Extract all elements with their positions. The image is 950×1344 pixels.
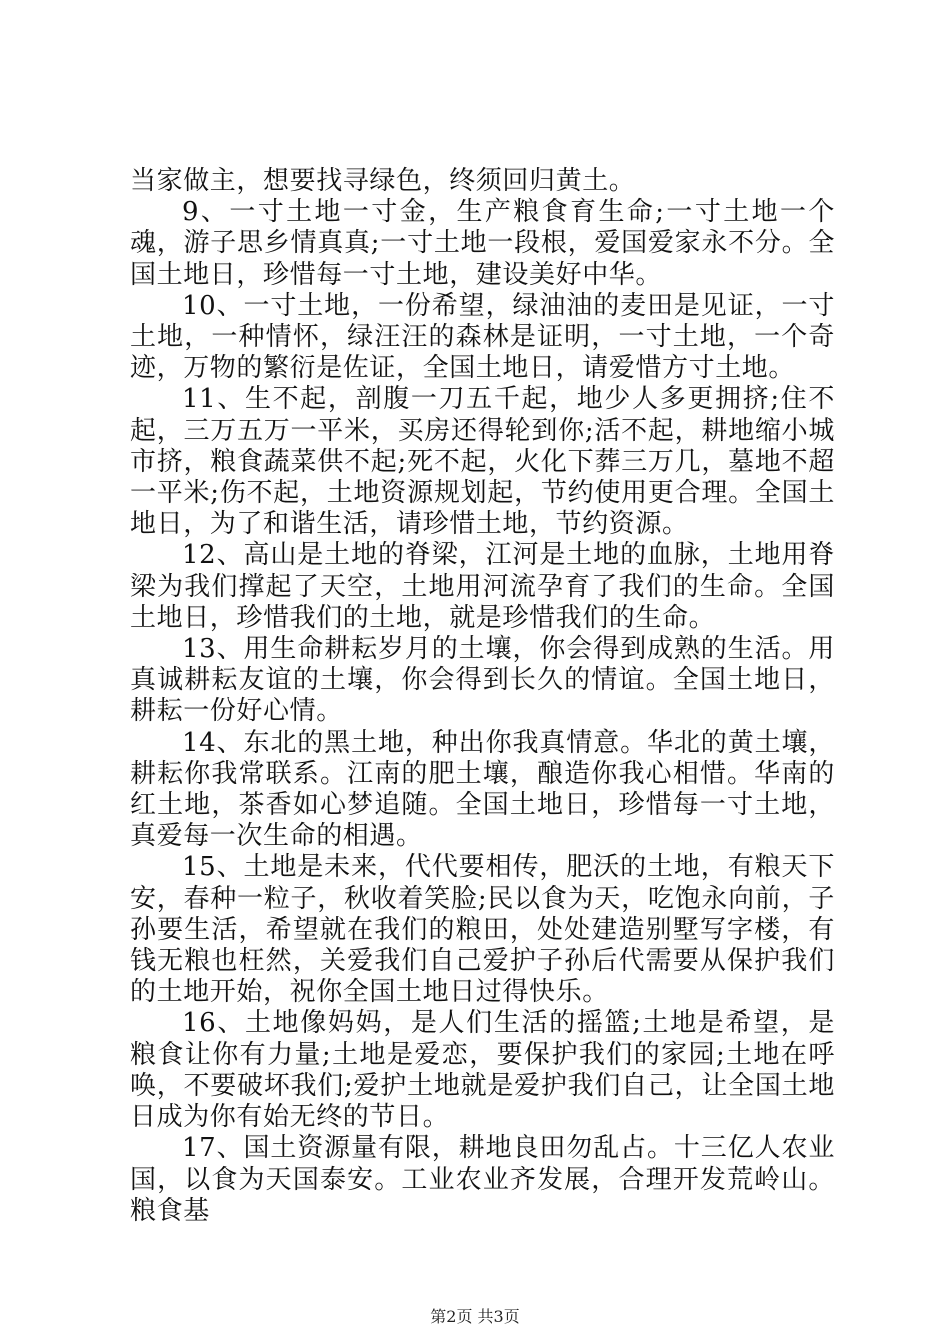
paragraph-item-14: 14、东北的黑土地，种出你我真情意。华北的黄土壤，耕耘你我常联系。江南的肥土壤，酿造你我心相惜。华南的红土地，茶香如心梦追随。全国土地日，珍惜每一寸土地，真爱每一次生命的相遇。 — [130, 727, 835, 852]
page-number-footer: 第2页 共3页 — [430, 1307, 520, 1326]
paragraph-item-17: 17、国土资源量有限，耕地良田勿乱占。十三亿人农业国，以食为天国泰安。工业农业齐发展，合理开发荒岭山。粮食基 — [130, 1133, 835, 1226]
paragraph-continuation: 当家做主，想要找寻绿色，终须回归黄土。 — [130, 166, 636, 196]
paragraph-item-12: 12、高山是土地的脊梁，江河是土地的血脉，土地用脊梁为我们撑起了天空，土地用河流孕育了我们的生命。全国土地日，珍惜我们的土地，就是珍惜我们的生命。 — [130, 540, 835, 633]
document-body — [130, 166, 835, 1227]
paragraph-item-16: 16、土地像妈妈，是人们生活的摇篮;土地是希望，是粮食让你有力量;土地是爱恋，要保护我们的家园;土地在呼唤，不要破坏我们;爱护土地就是爱护我们自己，让全国土地日成为你有始无终的节日。 — [130, 1008, 835, 1133]
paragraph-item-15: 15、土地是未来，代代要相传，肥沃的土地，有粮天下安，春种一粒子，秋收着笑脸;民以食为天，吃饱永向前，子孙要生活，希望就在我们的粮田，处处建造别墅写字楼，有钱无粮也枉然，关爱我们自己爱护子孙后代需要从保护我们的土地开始，祝你全国土地日过得快乐。 — [130, 852, 835, 1008]
paragraph-item-9: 9、一寸土地一寸金，生产粮食育生命;一寸土地一个魂，游子思乡情真真;一寸土地一段根，爱国爱家永不分。全国土地日，珍惜每一寸土地，建设美好中华。 — [130, 197, 835, 290]
paragraph-item-11: 11、生不起，剖腹一刀五千起，地少人多更拥挤;住不起，三万五万一平米，买房还得轮到你;活不起，耕地缩小城市挤，粮食蔬菜供不起;死不起，火化下葬三万几，墓地不超一平米;伤不起，土地资源规划起，节约使用更合理。全国土地日，为了和谐生活，请珍惜土地，节约资源。 — [130, 384, 835, 540]
paragraph-item-10: 10、一寸土地，一份希望，绿油油的麦田是见证，一寸土地，一种情怀，绿汪汪的森林是证明，一寸土地，一个奇迹，万物的繁衍是佐证，全国土地日，请爱惜方寸土地。 — [130, 290, 835, 384]
paragraph-item-13: 13、用生命耕耘岁月的土壤，你会得到成熟的生活。用真诚耕耘友谊的土壤，你会得到长久的情谊。全国土地日，耕耘一份好心情。 — [130, 634, 835, 727]
